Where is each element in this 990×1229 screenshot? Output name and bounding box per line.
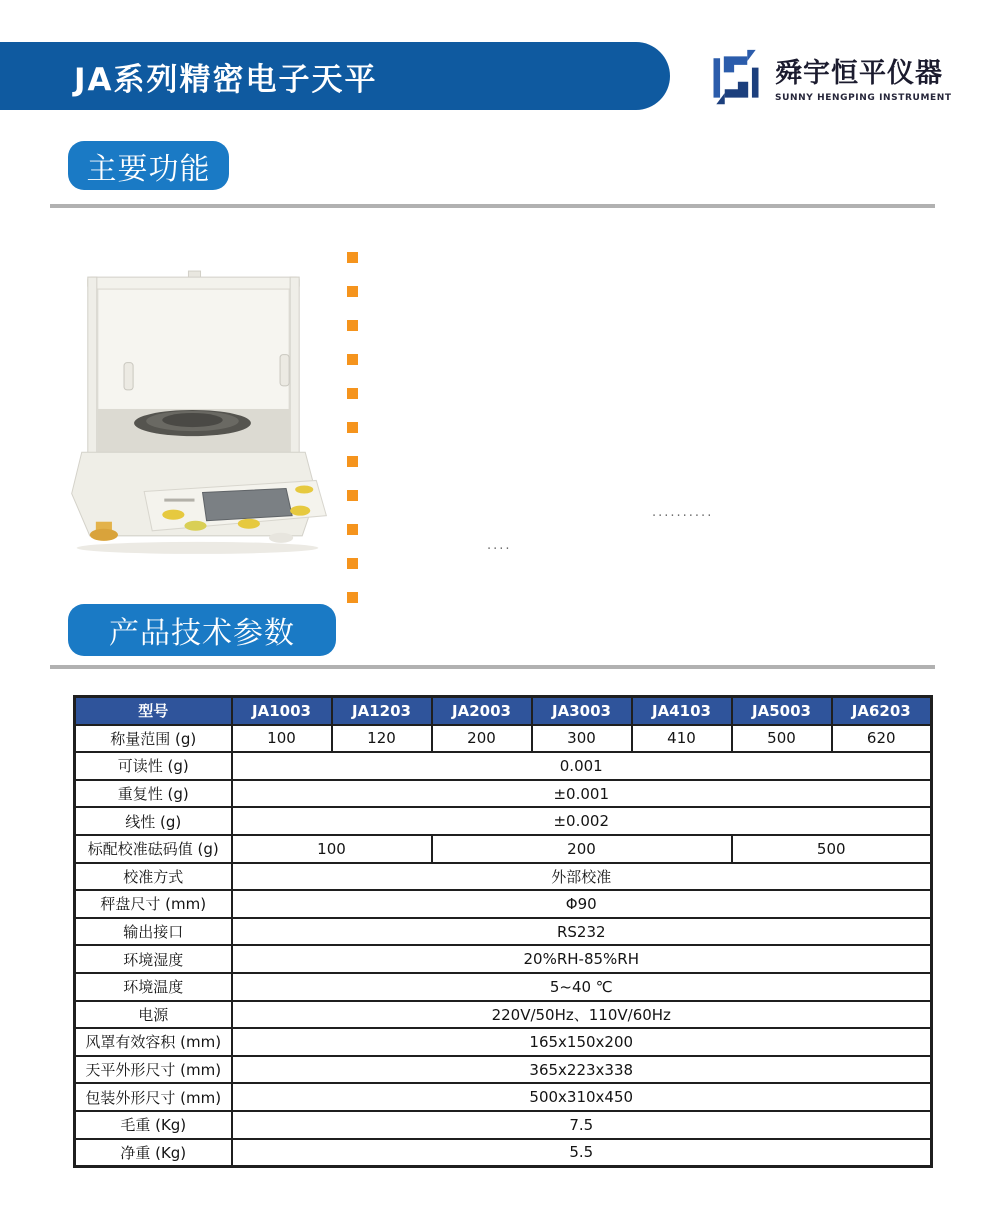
orange-square-icon (347, 592, 358, 603)
spec-row-label: 毛重 (Kg) (75, 1111, 232, 1139)
balance-product-image (50, 262, 340, 564)
orange-square-icon (347, 456, 358, 467)
spec-value-cell: 7.5 (232, 1111, 932, 1139)
spec-row-label: 输出接口 (75, 918, 232, 946)
spec-value-cell: 500 (732, 835, 932, 863)
model-column-header: JA1003 (232, 697, 332, 725)
brand-name-en: SUNNY HENGPING INSTRUMENT (775, 93, 952, 103)
page-title: JA系列精密电子天平 (74, 61, 378, 98)
spec-row (75, 1111, 932, 1139)
spec-row-label: 可读性 (g) (75, 752, 232, 780)
brand-logo (706, 45, 952, 109)
spec-row-label: 称量范围 (g) (75, 725, 232, 753)
model-column-header: JA2003 (432, 697, 532, 725)
orange-square-icon (347, 388, 358, 399)
orange-square-icon (347, 320, 358, 331)
section-badge-main-functions: 主要功能 (68, 141, 229, 190)
spec-value-cell: 300 (532, 725, 632, 753)
spec-value-cell: 20%RH-85%RH (232, 945, 932, 973)
model-column-header: JA3003 (532, 697, 632, 725)
spec-value-cell: 165x150x200 (232, 1028, 932, 1056)
spec-row-label: 天平外形尺寸 (mm) (75, 1056, 232, 1084)
orange-square-icon (347, 354, 358, 365)
spec-row-label: 秤盘尺寸 (mm) (75, 890, 232, 918)
orange-square-icon (347, 524, 358, 535)
spec-value-cell: RS232 (232, 918, 932, 946)
spec-row (75, 752, 932, 780)
spec-row-label: 校准方式 (75, 863, 232, 891)
spec-table (73, 695, 933, 1168)
spec-value-cell: 0.001 (232, 752, 932, 780)
spec-row-label: 线性 (g) (75, 807, 232, 835)
spec-value-cell: 620 (832, 725, 932, 753)
spec-row-label: 包装外形尺寸 (mm) (75, 1083, 232, 1111)
spec-row (75, 1028, 932, 1056)
spec-row (75, 1056, 932, 1084)
model-column-header: JA1203 (332, 697, 432, 725)
spec-value-cell: 200 (432, 725, 532, 753)
spec-value-cell: Φ90 (232, 890, 932, 918)
header-bar (0, 42, 670, 110)
dots-decoration-short: ···· (487, 542, 512, 557)
spec-row-label: 风罩有效容积 (mm) (75, 1028, 232, 1056)
spec-row-label: 标配校准砝码值 (g) (75, 835, 232, 863)
spec-row (75, 973, 932, 1001)
spec-row (75, 807, 932, 835)
spec-row (75, 1139, 932, 1167)
spec-row (75, 725, 932, 753)
spec-value-cell: 5.5 (232, 1139, 932, 1167)
spec-row (75, 918, 932, 946)
spec-row-label: 重复性 (g) (75, 780, 232, 808)
spec-table-header-row (75, 697, 932, 725)
orange-square-icon (347, 422, 358, 433)
orange-square-icon (347, 490, 358, 501)
spec-row-label: 环境湿度 (75, 945, 232, 973)
orange-square-icon (347, 252, 358, 263)
spec-value-cell: 500 (732, 725, 832, 753)
model-column-header: JA6203 (832, 697, 932, 725)
spec-value-cell: 410 (632, 725, 732, 753)
spec-value-cell: 500x310x450 (232, 1083, 932, 1111)
brand-logo-icon (706, 47, 766, 107)
spec-row (75, 835, 932, 863)
spec-row (75, 1001, 932, 1029)
spec-value-cell: 100 (232, 835, 432, 863)
spec-row-label: 电源 (75, 1001, 232, 1029)
model-header-cell: 型号 (75, 697, 232, 725)
brand-logo-text (775, 51, 952, 103)
spec-row-label: 净重 (Kg) (75, 1139, 232, 1167)
spec-value-cell: 外部校准 (232, 863, 932, 891)
model-column-header: JA5003 (732, 697, 832, 725)
brand-name-cn: 舜宇恒平仪器 (775, 58, 943, 89)
orange-square-icon (347, 558, 358, 569)
section-divider-bottom (50, 665, 935, 669)
spec-value-cell: 200 (432, 835, 732, 863)
section-divider-top (50, 204, 935, 208)
spec-row (75, 1083, 932, 1111)
orange-square-icon (347, 286, 358, 297)
spec-row (75, 890, 932, 918)
spec-value-cell: 100 (232, 725, 332, 753)
model-column-header: JA4103 (632, 697, 732, 725)
orange-accent-squares (347, 252, 358, 603)
spec-value-cell: 365x223x338 (232, 1056, 932, 1084)
spec-value-cell: 5~40 ℃ (232, 973, 932, 1001)
dots-decoration-long: ·········· (652, 509, 714, 524)
spec-value-cell: ±0.002 (232, 807, 932, 835)
spec-row (75, 945, 932, 973)
spec-value-cell: 120 (332, 725, 432, 753)
spec-row (75, 780, 932, 808)
spec-value-cell: ±0.001 (232, 780, 932, 808)
spec-value-cell: 220V/50Hz、110V/60Hz (232, 1001, 932, 1029)
section-badge-tech-params: 产品技术参数 (68, 604, 336, 656)
spec-row (75, 863, 932, 891)
spec-row-label: 环境温度 (75, 973, 232, 1001)
